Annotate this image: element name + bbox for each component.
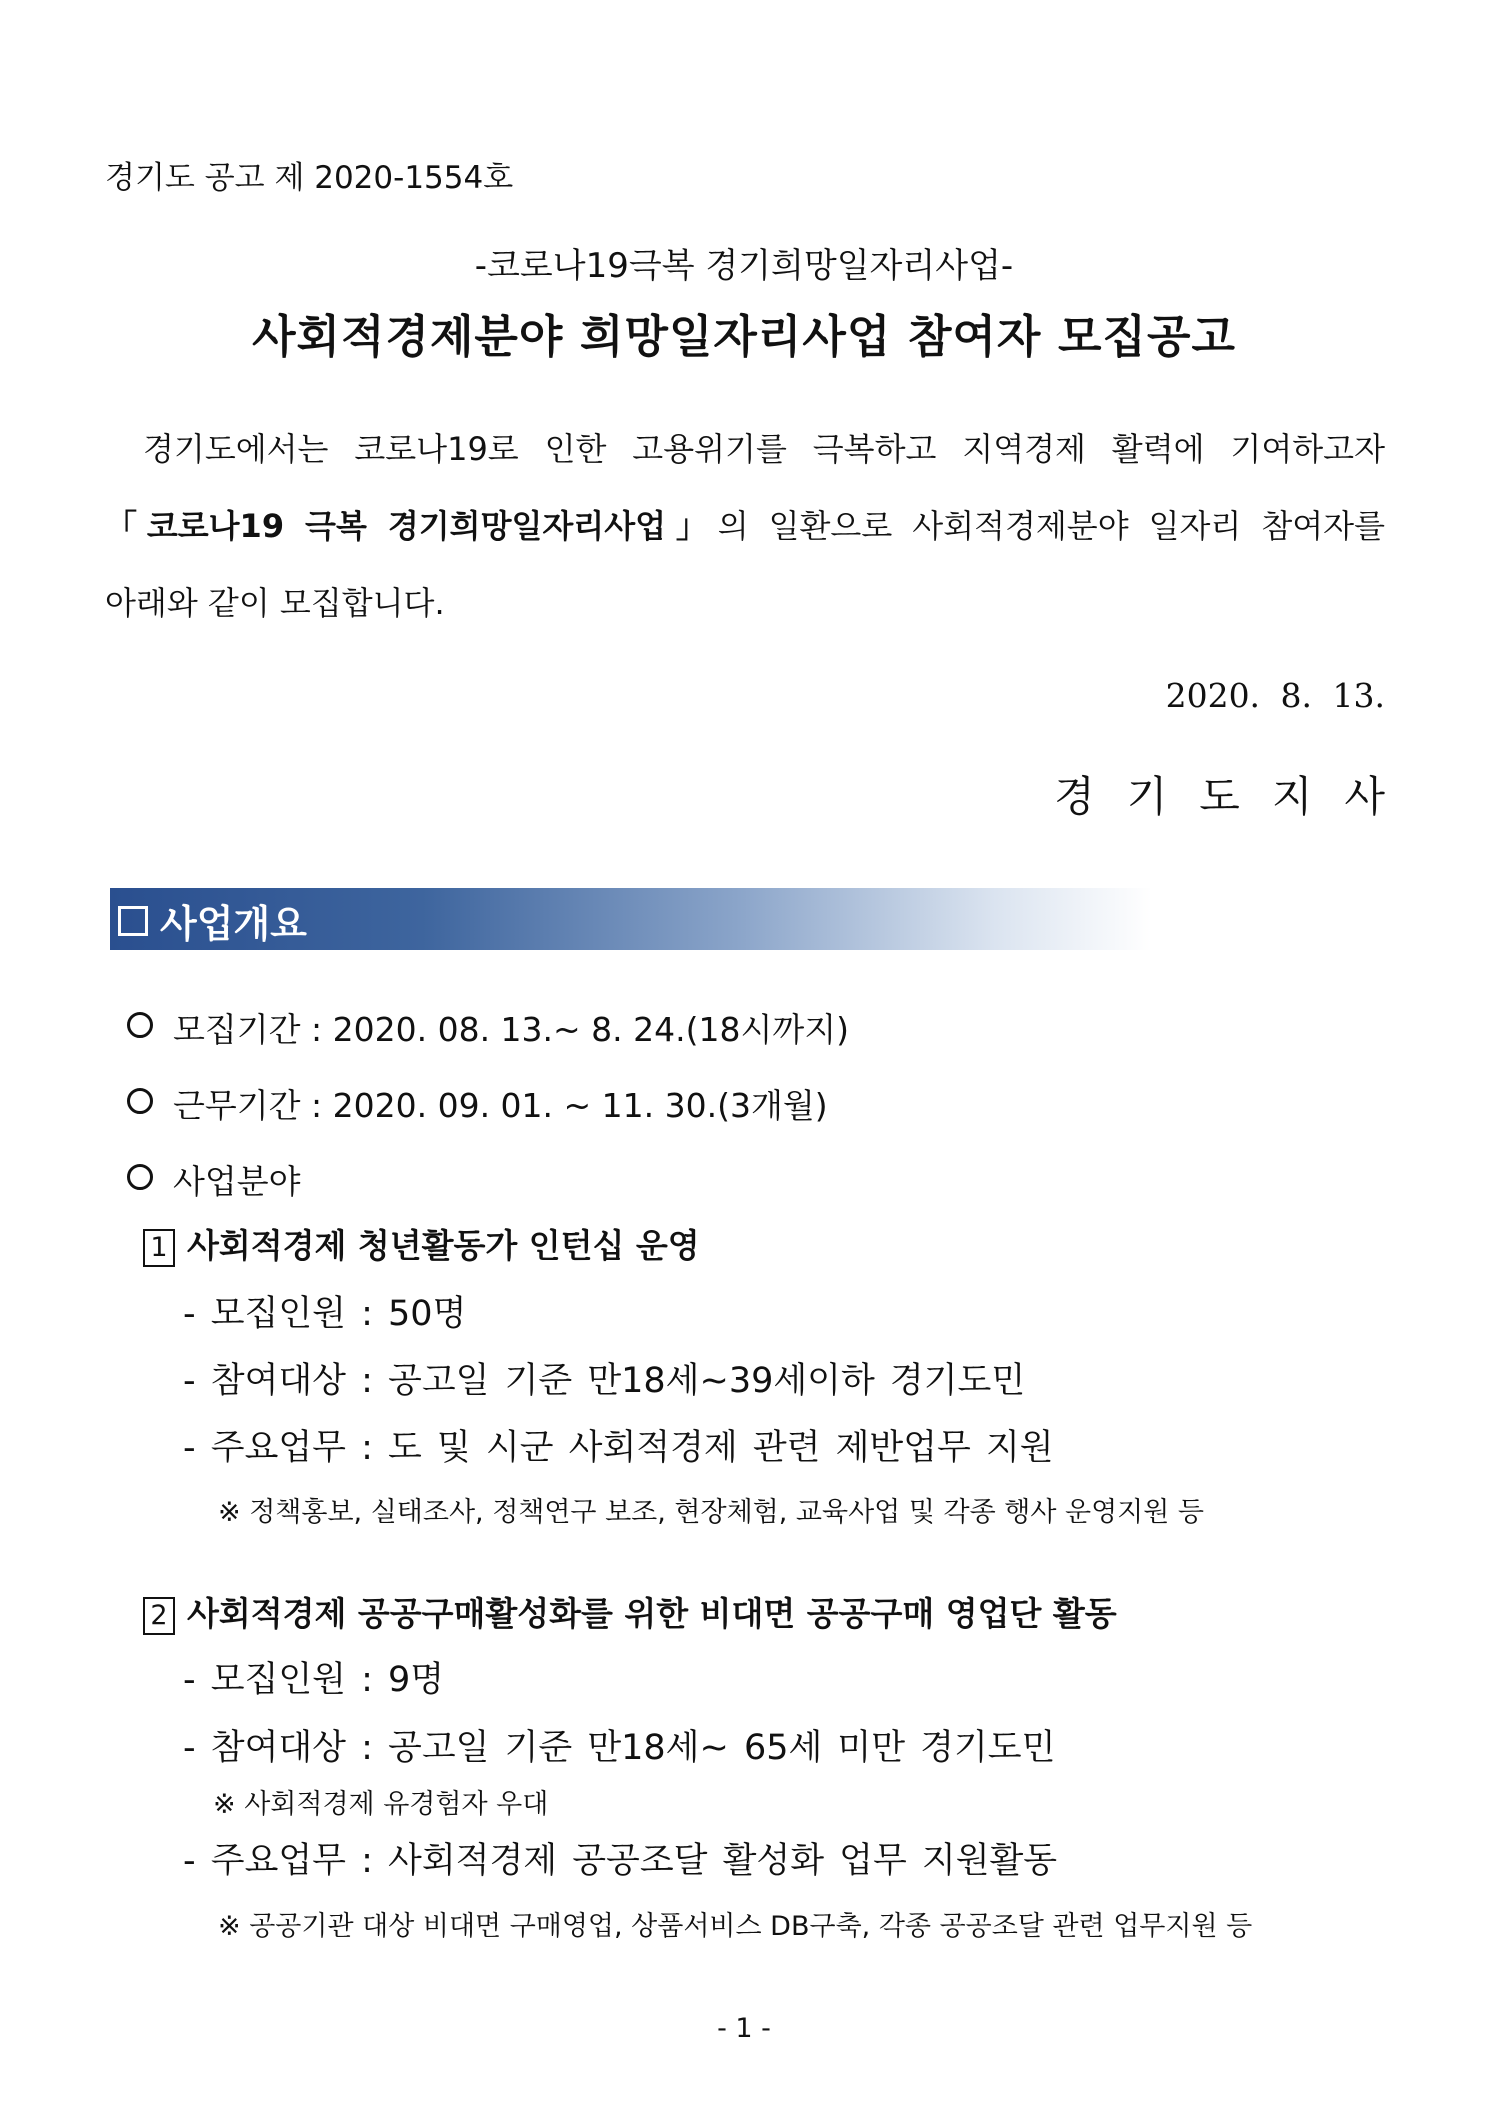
section-title [118,893,307,948]
document-subtitle: -코로나19극복 경기희망일자리사업- [474,246,1014,286]
field-1-duty: - 주요업무 : 도 및 시군 사회적경제 관련 제반업무 지원 [183,1428,1054,1468]
program-name: 「코로나19 극복 경기희망일자리사업」 [105,507,718,545]
field-2-headcount: - 모집인원 : 9명 [183,1660,445,1700]
document-number: 경기도 공고 제 2020-1554호 [105,160,514,196]
field-2-target: - 참여대상 : 공고일 기준 만18세~ 65세 미만 경기도민 [183,1728,1056,1768]
field-2-number: 2 [143,1597,175,1635]
section-title-text: 사업개요 [160,902,307,946]
circle-bullet-icon [127,1164,153,1190]
intro-line-3: 아래와 같이 모집합니다. [105,584,445,622]
field-1-note: ※ 정책홍보, 실태조사, 정책연구 보조, 현장체험, 교육사업 및 각종 행사 운영지원 등 [218,1497,1204,1528]
checkbox-square-icon [118,906,148,936]
field-label-text: 사업분야 [173,1162,301,1201]
field-2-target-note: ※ 사회적경제 유경험자 우대 [213,1789,549,1820]
field-label [127,1156,301,1203]
document-title: 사회적경제분야 희망일자리사업 참여자 모집공고 [252,310,1236,363]
field-2-heading [143,1588,1117,1635]
work-period-text: 근무기간 : 2020. 09. 01. ~ 11. 30.(3개월) [173,1086,828,1125]
field-1-number: 1 [143,1229,175,1267]
circle-bullet-icon [127,1012,153,1038]
field-1-heading [143,1220,700,1267]
field-2-title: 사회적경제 공공구매활성화를 위한 비대면 공공구매 영업단 활동 [187,1594,1117,1633]
work-period [127,1080,828,1127]
intro-line-2 [105,501,1385,547]
field-1-title: 사회적경제 청년활동가 인턴십 운영 [187,1226,700,1265]
intro-line-2-rest: 의 일환으로 사회적경제분야 일자리 참여자를 [717,507,1385,545]
field-2-note: ※ 공공기관 대상 비대면 구매영업, 상품서비스 DB구축, 각종 공공조달 관련 업무지원 등 [218,1911,1253,1942]
circle-bullet-icon [127,1088,153,1114]
intro-line-1: 경기도에서는 코로나19로 인한 고용위기를 극복하고 지역경제 활력에 기여하고자 [143,430,1385,468]
recruit-period [127,1004,849,1051]
field-2-duty: - 주요업무 : 사회적경제 공공조달 활성화 업무 지원활동 [183,1841,1058,1881]
announcement-date: 2020. 8. 13. [1165,676,1385,715]
page-number: - 1 - [717,2013,771,2044]
recruit-period-text: 모집기간 : 2020. 08. 13.~ 8. 24.(18시까지) [173,1010,849,1049]
field-1-headcount: - 모집인원 : 50명 [183,1294,467,1334]
field-1-target: - 참여대상 : 공고일 기준 만18세~39세이하 경기도민 [183,1361,1026,1401]
signer: 경기도지사 [1054,772,1417,821]
